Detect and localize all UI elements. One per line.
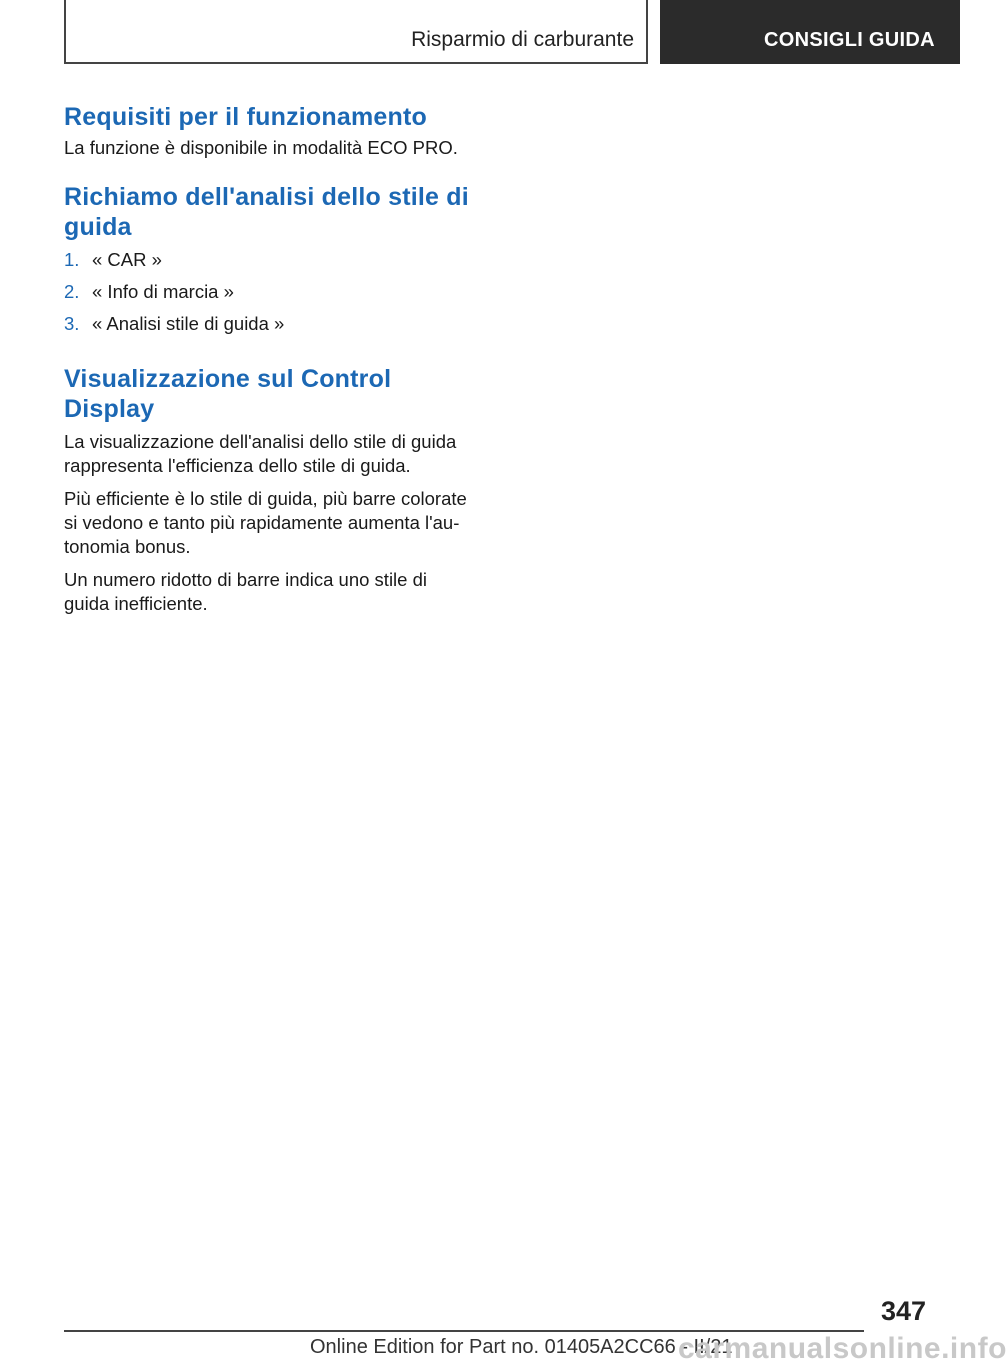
paragraph-line: rappresenta l'efficienza dello stile di guida. [64,455,411,476]
step-number: 3. [64,313,80,334]
paragraph-line: La visualizzazione dell'analisi dello stile di guida [64,431,457,452]
paragraph-line: Più efficiente è lo stile di guida, più barre colorate [64,488,467,509]
watermark: carmanualsonline.info [678,1332,1007,1365]
paragraph-line: si vedono e tanto più rapidamente aumenta l'au- [64,512,460,533]
section-title-richiamo [64,182,484,242]
step-number: 2. [64,281,80,302]
step-text: « CAR » [92,249,162,270]
paragraph-line: guida inefficiente. [64,593,208,614]
footer-edition: Online Edition for Part no. 01405A2CC66 - II/21 [310,1336,733,1358]
steps-list [64,248,484,344]
paragraph-line: Un numero ridotto di barre indica uno stile di [64,569,427,590]
section-title-visualizzazione [64,364,484,424]
list-item [64,248,484,280]
step-number: 1. [64,249,80,270]
header-chapter-title: CONSIGLI GUIDA [764,29,935,51]
step-text: « Info di marcia » [92,281,234,302]
header-section-title: Risparmio di carburante [411,28,634,51]
section-paragraph [64,430,484,478]
page-number: 347 [880,1296,926,1326]
title-line: guida [64,213,132,241]
list-item [64,312,484,344]
header-section-box [64,0,648,64]
section-paragraph: La funzione è disponibile in modalità ECO PRO. [64,137,458,158]
title-line: Display [64,395,155,423]
paragraph-line: tonomia bonus. [64,536,191,557]
section-paragraph [64,487,484,559]
step-text: « Analisi stile di guida » [92,313,285,334]
header-chapter-tab [660,0,960,64]
section-title-requisiti: Requisiti per il funzionamento [64,103,427,131]
list-item [64,280,484,312]
title-line: Richiamo dell'analisi dello stile di [64,183,469,211]
title-line: Visualizzazione sul Control [64,365,392,393]
section-paragraph [64,568,484,616]
page-content [64,102,484,625]
